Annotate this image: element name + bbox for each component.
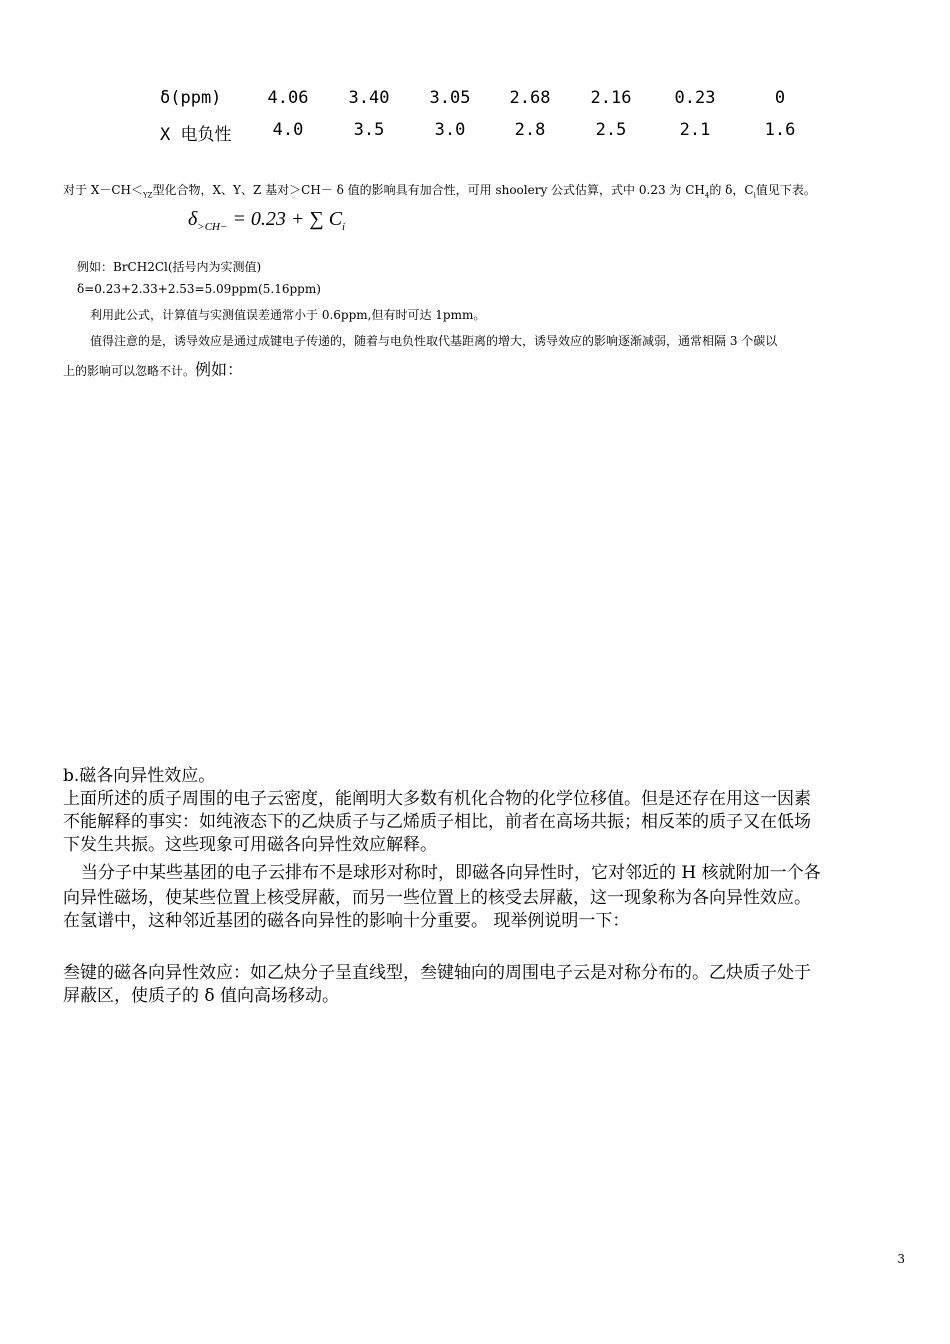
delta-value: 3.40 <box>348 88 390 108</box>
page-number: 3 <box>897 1252 905 1266</box>
delta-value: 4.06 <box>267 88 309 108</box>
paragraph-line: 屏蔽区，使质子的 δ 值向高场移动。 <box>63 986 340 1006</box>
electronegativity-label: X 电负性 <box>160 125 232 145</box>
paragraph-line: 向异性磁场，使某些位置上核受屏蔽，而另一些位置上的核受去屏蔽，这一现象称为各向异性效应。 <box>63 888 811 908</box>
subscript: Z <box>147 191 153 200</box>
delta-value: 2.16 <box>590 88 632 108</box>
shoolery-formula <box>188 208 345 233</box>
subscript: Y <box>143 191 148 200</box>
paragraph-line: 叁键的磁各向异性效应：如乙炔分子呈直线型，叁键轴向的周围电子云是对称分布的。乙炔质子处于 <box>63 963 811 983</box>
inductive-note-line1: 值得注意的是，诱导效应是通过成键电子传递的，随着与电负性取代基距离的增大，诱导效应的影响逐渐减弱，通常相隔 3 个碳以 <box>90 334 778 348</box>
subscript: i <box>753 191 756 200</box>
electronegativity-value: 2.1 <box>679 120 711 140</box>
shoolery-text: 值见下表。 <box>755 183 816 197</box>
error-note: 利用此公式，计算值与实测值误差通常小于 0.6ppm,但有时可达 1pmm。 <box>90 308 486 322</box>
paragraph-line: 当分子中某些基团的电子云排布不是球形对称时，即磁各向异性时，它对邻近的 H 核就附加一个各 <box>81 863 821 883</box>
inductive-note-text: 上的影响可以忽略不计。 <box>63 364 196 378</box>
electronegativity-value: 2.5 <box>595 120 627 140</box>
delta-value: 2.68 <box>509 88 551 108</box>
paragraph-line: 下发生共振。这些现象可用磁各向异性效应解释。 <box>63 835 437 855</box>
delta-value: 0.23 <box>674 88 716 108</box>
formula-subscript: >CH− <box>197 221 228 233</box>
section-heading: b.磁各向异性效应。 <box>63 766 216 786</box>
shoolery-text: 对于 X－CH＜ <box>63 183 144 197</box>
electronegativity-value: 2.8 <box>514 120 546 140</box>
paragraph-line: 不能解释的事实：如纯液态下的乙炔质子与乙烯质子相比，前者在高场共振；相反苯的质子又在低场 <box>63 812 811 832</box>
electronegativity-value: 4.0 <box>272 120 304 140</box>
example-calculation: δ=0.23+2.33+2.53=5.09ppm(5.16ppm) <box>77 282 321 296</box>
formula-delta: δ <box>188 208 198 230</box>
delta-value: 3.05 <box>429 88 471 108</box>
shoolery-text: 型化合物，X、Y、Z 基对＞CH－ δ 值的影响具有加合性，可用 shoolery 公式估算，式中 0.23 为 CH <box>152 183 705 197</box>
example-line: 例如：BrCH2Cl(括号内为实测值) <box>77 260 262 274</box>
formula-rhs: = 0.23 + ∑ C <box>227 208 343 230</box>
electronegativity-value: 3.0 <box>434 120 466 140</box>
delta-label: δ(ppm) <box>160 88 222 108</box>
electronegativity-value: 3.5 <box>353 120 385 140</box>
inductive-note-line2 <box>63 357 243 380</box>
paragraph-line: 上面所述的质子周围的电子云密度，能阐明大多数有机化合物的化学位移值。但是还存在用这一因素 <box>63 789 811 809</box>
subscript: 4 <box>704 191 710 200</box>
shoolery-text: 的 δ，C <box>709 183 754 197</box>
electronegativity-value: 1.6 <box>764 120 796 140</box>
paragraph-line: 在氢谱中，这种邻近基团的磁各向异性的影响十分重要。 现举例说明一下： <box>63 911 630 931</box>
formula-subscript: i <box>342 221 346 233</box>
delta-value: 0 <box>774 88 786 108</box>
example-lead: 例如： <box>195 360 244 379</box>
shoolery-sentence <box>63 181 816 199</box>
